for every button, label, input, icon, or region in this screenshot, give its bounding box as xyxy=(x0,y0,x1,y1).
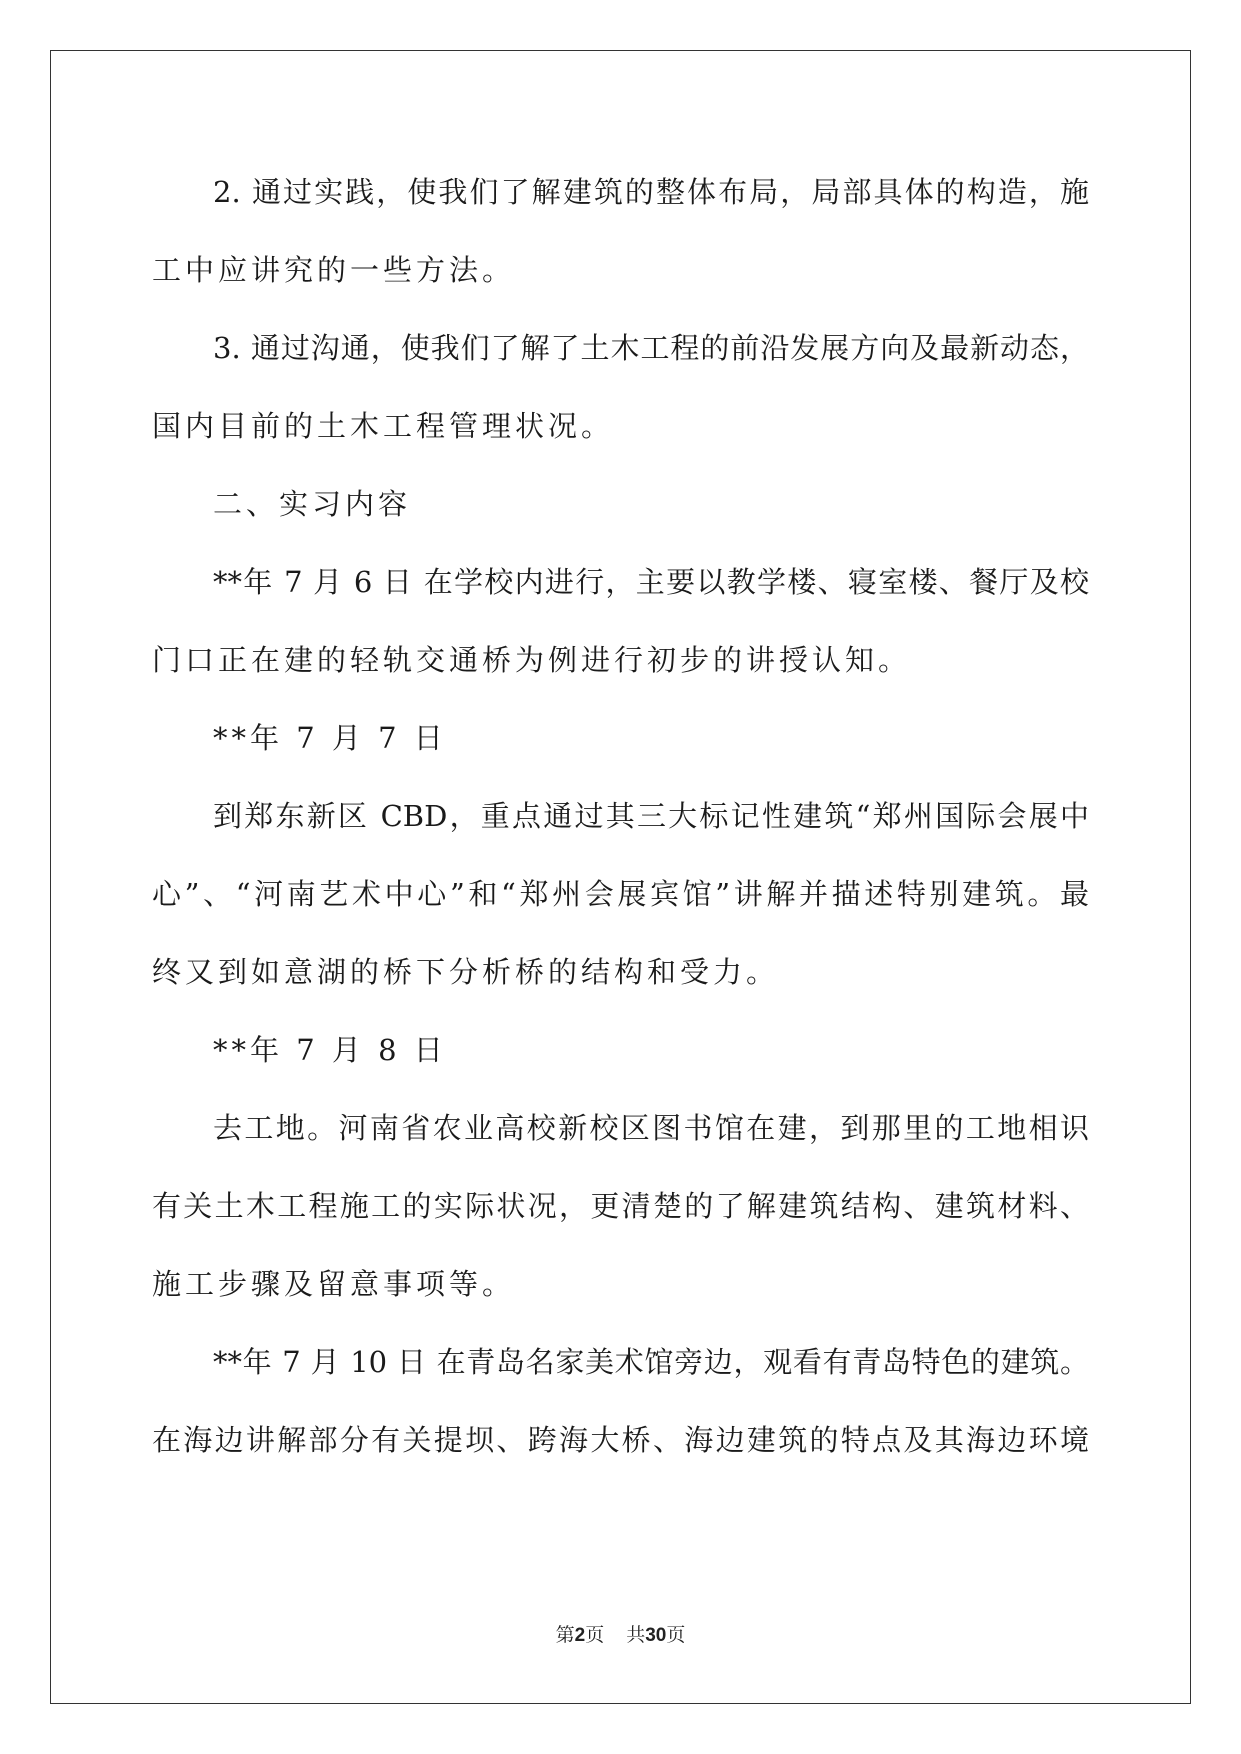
paragraph-line: 2. 通过实践，使我们了解建筑的整体布局，局部具体的构造，施 xyxy=(213,175,1089,209)
page-footer xyxy=(0,1623,1241,1648)
paragraph-line: 心”、“河南艺术中心”和“郑州会展宾馆”讲解并描述特别建筑。最 xyxy=(152,877,1089,911)
paragraph-line: 门口正在建的轻轨交通桥为例进行初步的讲授认知。 xyxy=(152,643,912,677)
paragraph-line: 去工地。河南省农业高校新校区图书馆在建，到那里的工地相识 xyxy=(213,1111,1089,1145)
date-heading: **年 7 月 7 日 xyxy=(213,721,447,755)
paragraph-line: **年 7 月 10 日 在青岛名家美术馆旁边，观看有青岛特色的建筑。 xyxy=(213,1345,1089,1379)
paragraph-line: 工中应讲究的一些方法。 xyxy=(152,253,516,287)
paragraph-line: 有关土木工程施工的实际状况，更清楚的了解建筑结构、建筑材料、 xyxy=(152,1189,1089,1223)
date-heading: **年 7 月 8 日 xyxy=(213,1033,447,1067)
footer-total-suffix: 页 xyxy=(666,1624,686,1646)
paragraph-line: 国内目前的土木工程管理状况。 xyxy=(152,409,615,443)
paragraph-line: 施工步骤及留意事项等。 xyxy=(152,1267,516,1301)
footer-page-suffix: 页 xyxy=(585,1624,605,1646)
footer-page-prefix: 第 xyxy=(555,1624,575,1646)
paragraph-line: 终又到如意湖的桥下分析桥的结构和受力。 xyxy=(152,955,780,989)
paragraph-line: 到郑东新区 CBD，重点通过其三大标记性建筑“郑州国际会展中 xyxy=(213,799,1089,833)
paragraph-line: 在海边讲解部分有关提坝、跨海大桥、海边建筑的特点及其海边环境 xyxy=(152,1423,1089,1457)
footer-total-pages: 30 xyxy=(645,1625,667,1646)
paragraph-line: **年 7 月 6 日 在学校内进行，主要以教学楼、寝室楼、餐厅及校 xyxy=(213,565,1089,599)
footer-total-prefix: 共 xyxy=(626,1624,646,1646)
paragraph-line: 3. 通过沟通，使我们了解了土木工程的前沿发展方向及最新动态， xyxy=(213,331,1089,365)
section-heading: 二、实习内容 xyxy=(213,487,412,521)
footer-page-number: 2 xyxy=(574,1625,586,1646)
